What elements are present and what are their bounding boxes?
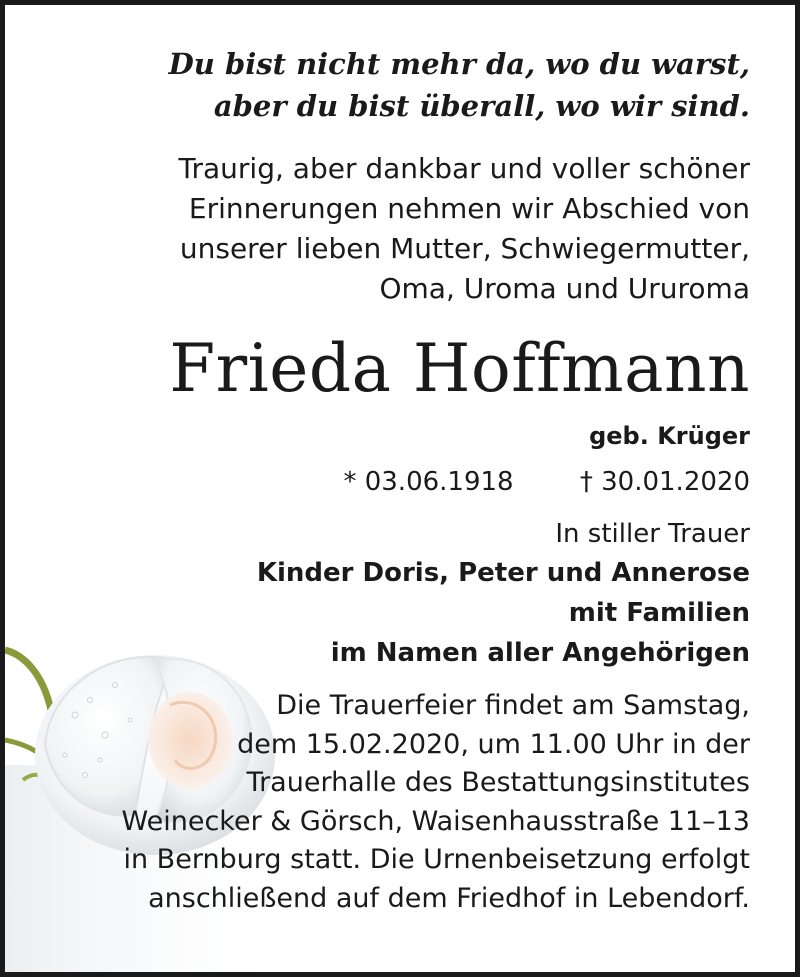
mourners-block bbox=[50, 515, 750, 673]
quote-line: aber du bist überall, wo wir sind. bbox=[213, 89, 750, 123]
notice-text-block bbox=[50, 43, 750, 918]
deceased-name: Frieda Hoffmann bbox=[169, 330, 750, 407]
intro-line: Erinnerungen nehmen wir Abschied von bbox=[188, 192, 750, 225]
ceremony-line: anschließend auf dem Friedhof in Lebendorf. bbox=[148, 882, 750, 914]
ceremony-line: Die Trauerfeier findet am Samstag, bbox=[276, 690, 750, 721]
mourner-line: im Namen aller Angehörigen bbox=[330, 638, 750, 668]
life-dates bbox=[50, 463, 750, 501]
intro-line: Oma, Uroma und Ururoma bbox=[379, 272, 750, 305]
ceremony-line: Trauerhalle des Bestattungsinstitutes bbox=[246, 767, 750, 798]
quote-line: Du bist nicht mehr da, wo du warst, bbox=[168, 47, 750, 81]
mourner-line: mit Familien bbox=[568, 598, 750, 628]
ceremony-line: Weinecker & Görsch, Waisenhausstraße 11–13 bbox=[121, 805, 750, 837]
intro-text bbox=[50, 149, 750, 309]
memorial-quote bbox=[50, 43, 750, 127]
mourning-heading: In stiller Trauer bbox=[555, 519, 750, 549]
intro-line: Traurig, aber dankbar und voller schöner bbox=[178, 152, 750, 185]
ceremony-line: in Bernburg statt. Die Urnenbeisetzung erfolgt bbox=[123, 844, 750, 875]
ceremony-line: dem 15.02.2020, um 11.00 Uhr in der bbox=[237, 728, 750, 760]
death-date: † 30.01.2020 bbox=[579, 467, 750, 497]
mourner-line: Kinder Doris, Peter und Annerose bbox=[256, 558, 750, 588]
maiden-name: geb. Krüger bbox=[589, 422, 750, 450]
intro-line: unserer lieben Mutter, Schwiegermutter, bbox=[179, 232, 750, 265]
birth-date: * 03.06.1918 bbox=[343, 467, 514, 497]
ceremony-details bbox=[50, 687, 750, 918]
